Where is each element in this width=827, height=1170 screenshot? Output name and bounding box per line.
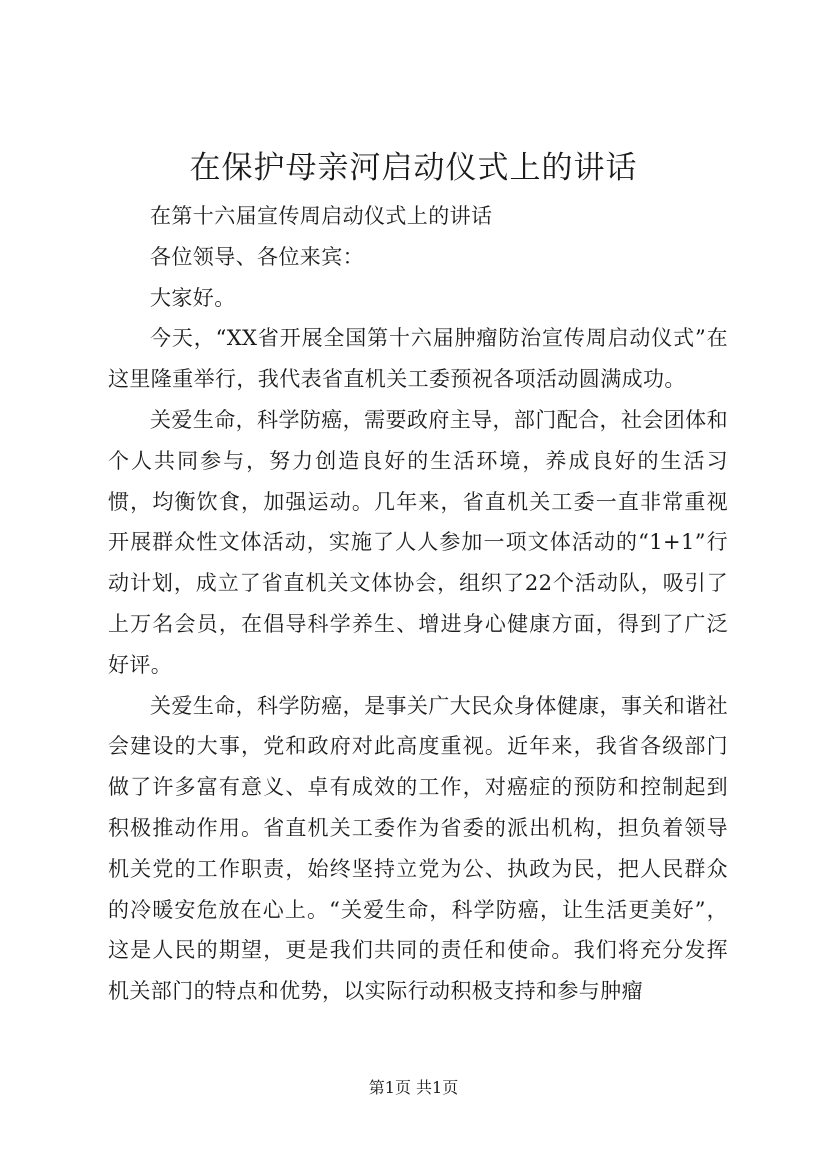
page-number-label: 第1页 共1页 [368,1078,459,1097]
paragraph-salutation: 各位领导、各位来宾： [150,244,364,269]
page-footer [0,1076,827,1100]
document-body [108,196,728,1012]
paragraph-opening: 今天，“XX省开展全国第十六届肿瘤防治宣传周启动仪式”在这里隆重举行，我代表省直机关工委预祝各项活动圆满成功。 [108,326,728,392]
paragraph-body-1: 关爱生命，科学防癌，需要政府主导，部门配合，社会团体和个人共同参与，努力创造良好的生活环境，养成良好的生活习惯，均衡饮食，加强运动。几年来，省直机关工委一直非常重视开展群众性文体活动，实施了人人参加一项文体活动的“1+1”行动计划，成立了省直机关文体协会，组织了22个活动队，吸引了上万名会员，在倡导科学养生、增进身心健康方面，得到了广泛好评。 [108,407,728,677]
paragraph-body-2: 关爱生命，科学防癌，是事关广大民众身体健康，事关和谐社会建设的大事，党和政府对此高度重视。近年来，我省各级部门做了许多富有意义、卓有成效的工作，对癌症的预防和控制起到积极推动作用。省直机关工委作为省委的派出机构，担负着领导机关党的工作职责，始终坚持立党为公、执政为民，把人民群众的冷暖安危放在心上。“关爱生命，科学防癌，让生活更美好”，这是人民的期望，更是我们共同的责任和使命。我们将充分发挥机关部门的特点和优势，以实际行动积极支持和参与肿瘤 [108,693,728,1004]
document-title: 在保护母亲河启动仪式上的讲话 [189,150,638,186]
paragraph-subtitle: 在第十六届宣传周启动仪式上的讲话 [150,204,493,228]
paragraph-greeting: 大家好。 [150,285,236,310]
